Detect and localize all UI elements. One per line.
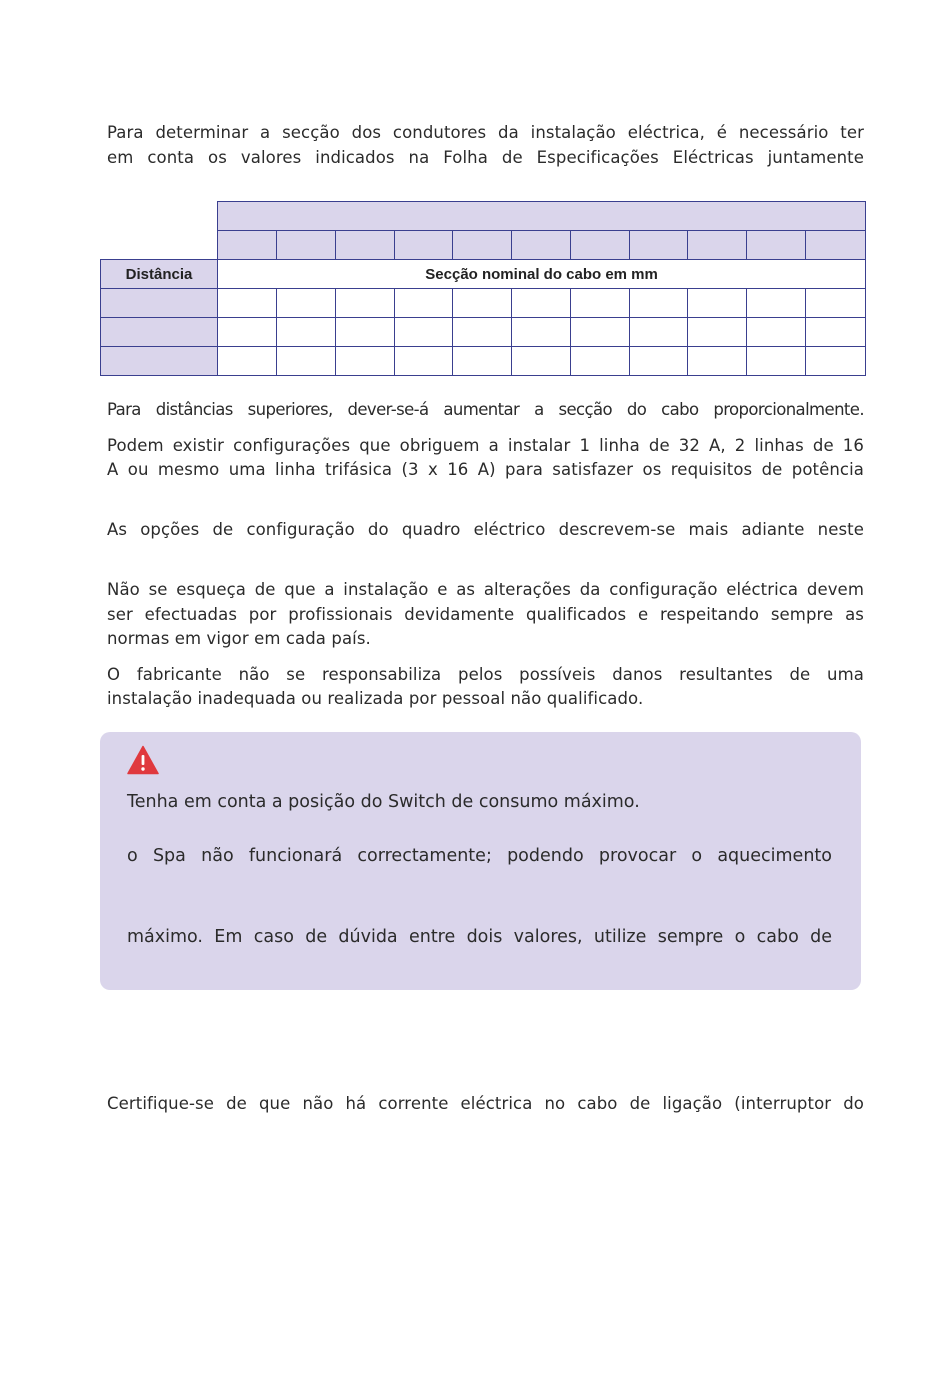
- distance-note-paragraph: Para distâncias superiores, dever-se-á aumentar a secção do cabo proporcionalmente.: [107, 400, 864, 419]
- table-column-header-cell: [218, 231, 277, 260]
- qualified-installer-paragraph-line-2: ser efectuadas por profissionais devidamente qualificados e respeitando sempre as: [107, 605, 864, 624]
- table-cell: [218, 289, 277, 318]
- warning-text-line-3: máximo. Em caso de dúvida entre dois valores, utilize sempre o cabo de: [127, 927, 832, 947]
- warning-box: [100, 732, 861, 990]
- table-cell: [512, 289, 571, 318]
- table-cell: [630, 289, 688, 318]
- distance-header: Distância: [101, 260, 218, 289]
- table-column-header-cell: [571, 231, 630, 260]
- table-cell: [806, 347, 866, 376]
- qualified-installer-paragraph-line-1: Não se esqueça de que a instalação e as alterações da configuração eléctrica devem: [107, 580, 864, 599]
- table-cell: [571, 289, 630, 318]
- table-cell: [688, 318, 747, 347]
- table-cell: [630, 318, 688, 347]
- table-cell: [453, 347, 512, 376]
- table-cell: [277, 347, 336, 376]
- table-column-header-cell: [453, 231, 512, 260]
- table-corner-blank: [101, 231, 218, 260]
- table-column-header-cell: [277, 231, 336, 260]
- table-cell: [277, 318, 336, 347]
- table-cell: [747, 289, 806, 318]
- table-label-row: [101, 260, 866, 289]
- table-cell: [218, 318, 277, 347]
- table-cell: [688, 289, 747, 318]
- table-cell: [630, 347, 688, 376]
- intro-paragraph-line-1: Para determinar a secção dos condutores da instalação eléctrica, é necessário ter: [107, 123, 864, 142]
- table-row: [101, 289, 866, 318]
- table-cell: [277, 289, 336, 318]
- warning-text-line-1: Tenha em conta a posição do Switch de consumo máximo.: [127, 792, 640, 812]
- table-cell: [336, 347, 395, 376]
- table-cell: [806, 318, 866, 347]
- table-cell: [747, 347, 806, 376]
- table-column-header-cell: [747, 231, 806, 260]
- table-cell: [395, 318, 453, 347]
- table-column-header-cell: [688, 231, 747, 260]
- table-column-header-cell: [630, 231, 688, 260]
- section-header: Secção nominal do cabo em mm: [218, 260, 866, 289]
- table-cell: [512, 318, 571, 347]
- warning-triangle-icon: [127, 745, 159, 775]
- table-cell: [688, 347, 747, 376]
- table-header-span-cell: [218, 202, 866, 231]
- table-cell: [571, 347, 630, 376]
- table-cell: [453, 318, 512, 347]
- table-cell: [336, 318, 395, 347]
- table-corner-blank: [101, 202, 218, 231]
- table-cell: [747, 318, 806, 347]
- table-cell: [571, 318, 630, 347]
- table-cell: [395, 289, 453, 318]
- qualified-installer-paragraph-line-3: normas em vigor em cada país.: [107, 629, 371, 648]
- distance-cell: [101, 318, 218, 347]
- warning-text-line-2: o Spa não funcionará correctamente; podendo provocar o aquecimento: [127, 846, 832, 866]
- manufacturer-disclaimer-line-1: O fabricante não se responsabiliza pelos possíveis danos resultantes de uma: [107, 665, 864, 684]
- table-header-row-columns: [101, 231, 866, 260]
- table-row: [101, 318, 866, 347]
- table-cell: [395, 347, 453, 376]
- table-column-header-cell: [806, 231, 866, 260]
- cable-section-table: [100, 201, 866, 376]
- table-cell: [453, 289, 512, 318]
- manufacturer-disclaimer-line-2: instalação inadequada ou realizada por pessoal não qualificado.: [107, 689, 644, 708]
- table-cell: [218, 347, 277, 376]
- table-column-header-cell: [336, 231, 395, 260]
- configuration-paragraph-line-1: Podem existir configurações que obriguem a instalar 1 linha de 32 A, 2 linhas de 16: [107, 436, 864, 455]
- table-column-header-cell: [512, 231, 571, 260]
- table-cell: [336, 289, 395, 318]
- table-cell: [806, 289, 866, 318]
- power-off-paragraph: Certifique-se de que não há corrente eléctrica no cabo de ligação (interruptor do: [107, 1094, 864, 1113]
- table-row: [101, 347, 866, 376]
- configuration-paragraph-line-2: A ou mesmo uma linha trifásica (3 x 16 A) para satisfazer os requisitos de potência: [107, 460, 864, 479]
- distance-cell: [101, 289, 218, 318]
- distance-cell: [101, 347, 218, 376]
- panel-options-paragraph: As opções de configuração do quadro eléctrico descrevem-se mais adiante neste: [107, 520, 864, 539]
- intro-paragraph-line-2: em conta os valores indicados na Folha de Especificações Eléctricas juntamente: [107, 148, 864, 167]
- table-header-row-top: [101, 202, 866, 231]
- table-cell: [512, 347, 571, 376]
- table-column-header-cell: [395, 231, 453, 260]
